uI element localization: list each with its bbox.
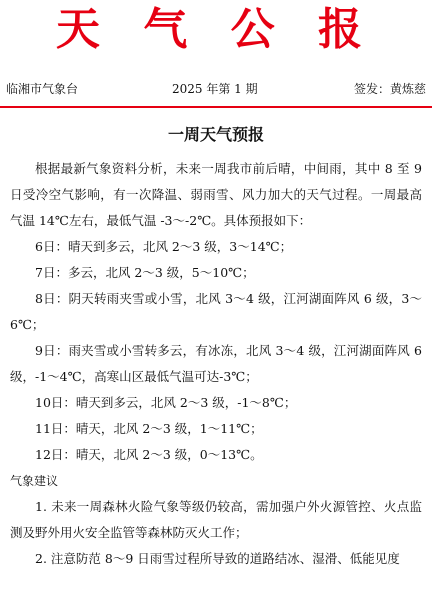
forecast-day-10: 10日：晴天到多云，北风 2～3 级，-1～8℃； — [35, 395, 297, 410]
masthead-divider — [0, 106, 432, 108]
forecast-day-8: 8日：阴天转雨夹雪或小雪，北风 3～4 级，江河湖面阵风 6 级，3～6℃； — [10, 291, 422, 332]
forecast-day-7: 7日：多云，北风 2～3 级，5～10℃； — [35, 265, 255, 280]
forecast-day-9: 9日：雨夹雪或小雪转多云，有冰冻，北风 3～4 级，江河湖面阵风 6 级，-1～4℃，高寒山区最低气温可达-3℃； — [10, 343, 422, 384]
advice-heading: 气象建议 — [10, 474, 59, 488]
forecast-day-6: 6日：晴天到多云，北风 2～3 级，3～14℃； — [35, 239, 293, 254]
article-body — [10, 156, 422, 572]
advice-item-2: 2. 注意防范 8～9 日雨雪过程所导致的道路结冰、湿滑、低能见度 — [35, 551, 400, 566]
advice-item-1: 1. 未来一周森林火险气象等级仍较高，需加强户外火源管控、火点监测及野外用火安全监管等森林防灭火工作； — [10, 499, 422, 540]
issue-signer: 签发：黄炼慈 — [353, 82, 426, 96]
article-title: 一周天气预报 — [167, 125, 264, 144]
issue-number: 2025 年第 1 期 — [172, 82, 258, 96]
issue-info-line — [6, 80, 426, 98]
intro-paragraph: 根据最新气象资料分析，未来一周我市前后晴，中间雨，其中 8 至 9 日受冷空气影响，有一次降温、弱雨雪、风力加大的天气过程。一周最高气温 14℃左右，最低气温 -3～-2℃。具体预报如下： — [10, 161, 422, 228]
forecast-day-12: 12日：晴天，北风 2～3 级，0～13℃。 — [35, 447, 263, 462]
masthead-title: 天 气 公 报 — [56, 4, 376, 55]
issuing-office: 临湘市气象台 — [6, 82, 79, 96]
forecast-day-11: 11日：晴天，北风 2～3 级，1～11℃； — [35, 421, 263, 436]
